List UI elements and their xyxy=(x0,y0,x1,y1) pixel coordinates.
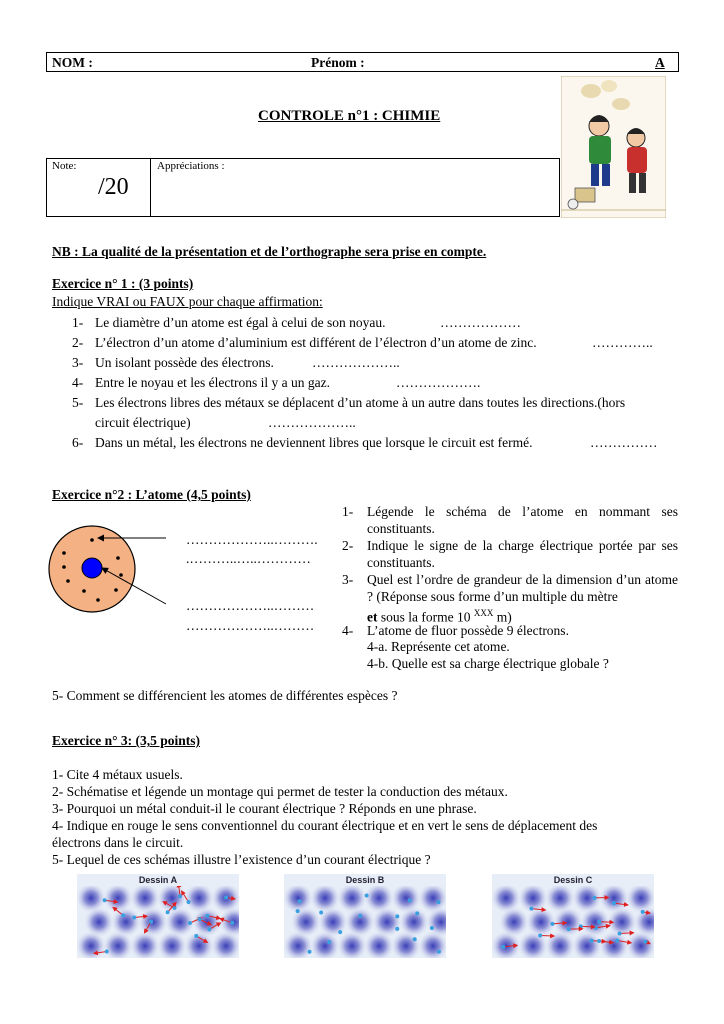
drawing-a-label: Dessin A xyxy=(138,875,178,885)
free-electron xyxy=(207,927,211,931)
free-electron xyxy=(529,907,533,911)
drawing-c-label: Dessin C xyxy=(553,875,593,885)
free-electron xyxy=(296,909,300,913)
free-electron xyxy=(590,939,594,943)
free-electron xyxy=(395,927,399,931)
electron-arrow xyxy=(540,936,554,937)
drawing-c xyxy=(492,874,654,958)
free-electron xyxy=(230,921,234,925)
ex1-item-text: Les électrons libres des métaux se déplacent d’un atome à un autre dans toutes les directions.(hors xyxy=(95,395,626,410)
free-electron xyxy=(365,894,369,898)
ex2-q3-text2: sous la forme 10 xyxy=(377,609,474,625)
ex2-q3-text: Quel est l’ordre de grandeur de la dimension d’un atome ? (Réponse sous forme d’un multiple du mètre xyxy=(367,572,678,604)
atom-label-line: ………………..……… xyxy=(186,618,315,633)
ex2-question-text: Légende le schéma de l’atome en nommant ses constituants. xyxy=(367,504,678,536)
free-electron xyxy=(149,920,153,924)
atom-diagram xyxy=(46,520,186,624)
electron-arrow xyxy=(599,922,613,923)
free-electron xyxy=(308,950,312,954)
ex1-item-num: 6- xyxy=(72,435,84,450)
ex2-subquestion: 4-a. Représente cet atome. xyxy=(367,639,510,654)
ex3-line: 4- Indique en rouge le sens conventionnel du courant électrique et en vert le sens de déplacement des xyxy=(52,818,598,833)
drawing-b-illustration xyxy=(284,886,446,958)
metal-ion xyxy=(418,931,446,958)
free-electron xyxy=(338,930,342,934)
free-electron xyxy=(327,940,331,944)
nom-label: NOM : xyxy=(52,55,93,70)
ex3-line: 5- Lequel de ces schémas illustre l’existence d’un courant électrique ? xyxy=(52,852,431,867)
metal-ion xyxy=(211,931,239,958)
ex1-item-text: Entre le noyau et les électrons il y a un gaz. xyxy=(95,375,331,390)
drawing-a-illustration xyxy=(77,886,239,958)
ex1-answer-dots: ……………….. xyxy=(268,415,356,430)
free-electron xyxy=(501,945,505,949)
ex1-item-text: Dans un métal, les électrons ne deviennent libres que lorsque le circuit est fermé. xyxy=(95,435,533,450)
ex2-subquestion: 4-b. Quelle est sa charge électrique globale ? xyxy=(367,656,609,671)
free-electron xyxy=(593,896,597,900)
drawing-c-illustration xyxy=(492,886,654,958)
free-electron xyxy=(205,914,209,918)
atom-label-line: ………………..………. xyxy=(186,532,318,547)
free-electron xyxy=(121,913,125,917)
atom-label-line: .………..…..………… xyxy=(186,551,311,566)
ex2-question-text xyxy=(367,571,678,626)
free-electron xyxy=(415,911,419,915)
ex3-title: Exercice n° 3: (3,5 points) xyxy=(52,733,201,748)
ex1-item-text: Le diamètre d’un atome est égal à celui de son noyau. xyxy=(95,315,386,330)
ex3-line: 1- Cite 4 métaux usuels. xyxy=(52,767,183,782)
free-electron xyxy=(194,934,198,938)
free-electron xyxy=(550,922,554,926)
free-electron xyxy=(178,894,182,898)
free-electron xyxy=(298,899,302,903)
atom-label-line: ………………..……… xyxy=(186,598,315,613)
free-electron xyxy=(103,898,107,902)
ex1-answer-dots: ……………… xyxy=(440,315,521,330)
free-electron xyxy=(644,940,648,944)
electron-arrow xyxy=(581,926,595,927)
free-electron xyxy=(615,938,619,942)
free-electron xyxy=(641,910,645,914)
drawing-a xyxy=(77,874,239,958)
ex2-question xyxy=(342,622,678,639)
free-electron xyxy=(187,900,191,904)
free-electron xyxy=(597,939,601,943)
free-electron xyxy=(430,926,434,930)
ex3-line: électrons dans le circuit. xyxy=(52,835,184,850)
ex2-question-num: 2- xyxy=(342,538,354,553)
ex2-question xyxy=(342,571,678,626)
free-electron xyxy=(567,927,571,931)
ex2-question-5: 5- Comment se différencient les atomes de différentes espèces ? xyxy=(52,688,398,703)
free-electron xyxy=(319,910,323,914)
ex2-q3-unit: m) xyxy=(493,609,512,625)
drawing-b xyxy=(284,874,446,958)
ex2-question-text: L’atome de fluor possède 9 électrons. xyxy=(367,623,569,638)
ex1-item-text-cont: circuit électrique) xyxy=(95,415,191,430)
ex2-question-text: Indique le signe de la charge électrique portée par ses constituants. xyxy=(367,538,678,570)
free-electron xyxy=(437,950,441,954)
free-electron xyxy=(188,921,192,925)
ex2-question xyxy=(342,537,678,571)
ex1-answer-dots: ………….. xyxy=(592,335,653,350)
electron-arrow xyxy=(620,933,634,934)
note-label: Note: xyxy=(52,160,77,172)
free-electron xyxy=(166,910,170,914)
free-electron xyxy=(198,917,202,921)
appreciations-label: Appréciations : xyxy=(157,160,225,172)
prenom-label: Prénom : xyxy=(311,55,365,70)
metal-ion xyxy=(626,931,654,958)
ex3-line: 2- Schématise et légende un montage qui permet de tester la conduction des métaux. xyxy=(52,784,508,799)
ex2-q3-bold: et xyxy=(367,609,378,625)
ex1-item-text: L’électron d’un atome d’aluminium est différent de l’électron d’un atome de zinc. xyxy=(95,335,537,350)
ex2-question-num: 4- xyxy=(342,623,354,638)
ex1-instruction: Indique VRAI ou FAUX pour chaque affirmation: xyxy=(52,294,323,309)
free-electron xyxy=(436,900,440,904)
grade-score: /20 xyxy=(98,174,129,200)
free-electron xyxy=(612,901,616,905)
cartoon-image xyxy=(561,76,666,218)
page-title: CONTROLE n°1 : CHIMIE xyxy=(258,108,441,124)
ex2-q3-exponent: XXX xyxy=(473,608,494,618)
ex3-line: 3- Pourquoi un métal conduit-il le courant électrique ? Réponds en une phrase. xyxy=(52,801,477,816)
free-electron xyxy=(224,895,228,899)
free-electron xyxy=(597,920,601,924)
nb-note: NB : La qualité de la présentation et de l’orthographe sera prise en compte. xyxy=(52,244,487,259)
free-electron xyxy=(105,950,109,954)
drawing-b-label: Dessin B xyxy=(345,875,385,885)
grade-box-divider xyxy=(150,158,151,217)
version-label: A xyxy=(655,55,665,70)
free-electron xyxy=(579,924,583,928)
ex1-item-num: 3- xyxy=(72,355,84,370)
ex1-answer-dots: ………………. xyxy=(396,375,481,390)
ex2-question-num: 1- xyxy=(342,504,354,519)
ex2-question xyxy=(342,503,678,537)
free-electron xyxy=(408,898,412,902)
ex2-title: Exercice n°2 : L’atome (4,5 points) xyxy=(52,487,251,502)
ex1-item-num: 1- xyxy=(72,315,84,330)
ex2-question-num: 3- xyxy=(342,572,354,587)
ex1-item-text: Un isolant possède des électrons. xyxy=(95,355,274,370)
free-electron xyxy=(618,931,622,935)
free-electron xyxy=(538,934,542,938)
ex1-item-num: 5- xyxy=(72,395,84,410)
ex1-answer-dots: ……………….. xyxy=(312,355,400,370)
ex1-item-num: 2- xyxy=(72,335,84,350)
free-electron xyxy=(594,926,598,930)
free-electron xyxy=(358,914,362,918)
free-electron xyxy=(395,914,399,918)
ex1-title: Exercice n° 1 : (3 points) xyxy=(52,276,194,291)
ex1-item-num: 4- xyxy=(72,375,84,390)
free-electron xyxy=(132,915,136,919)
free-electron xyxy=(413,937,417,941)
ex1-answer-dots: …………… xyxy=(590,435,658,450)
